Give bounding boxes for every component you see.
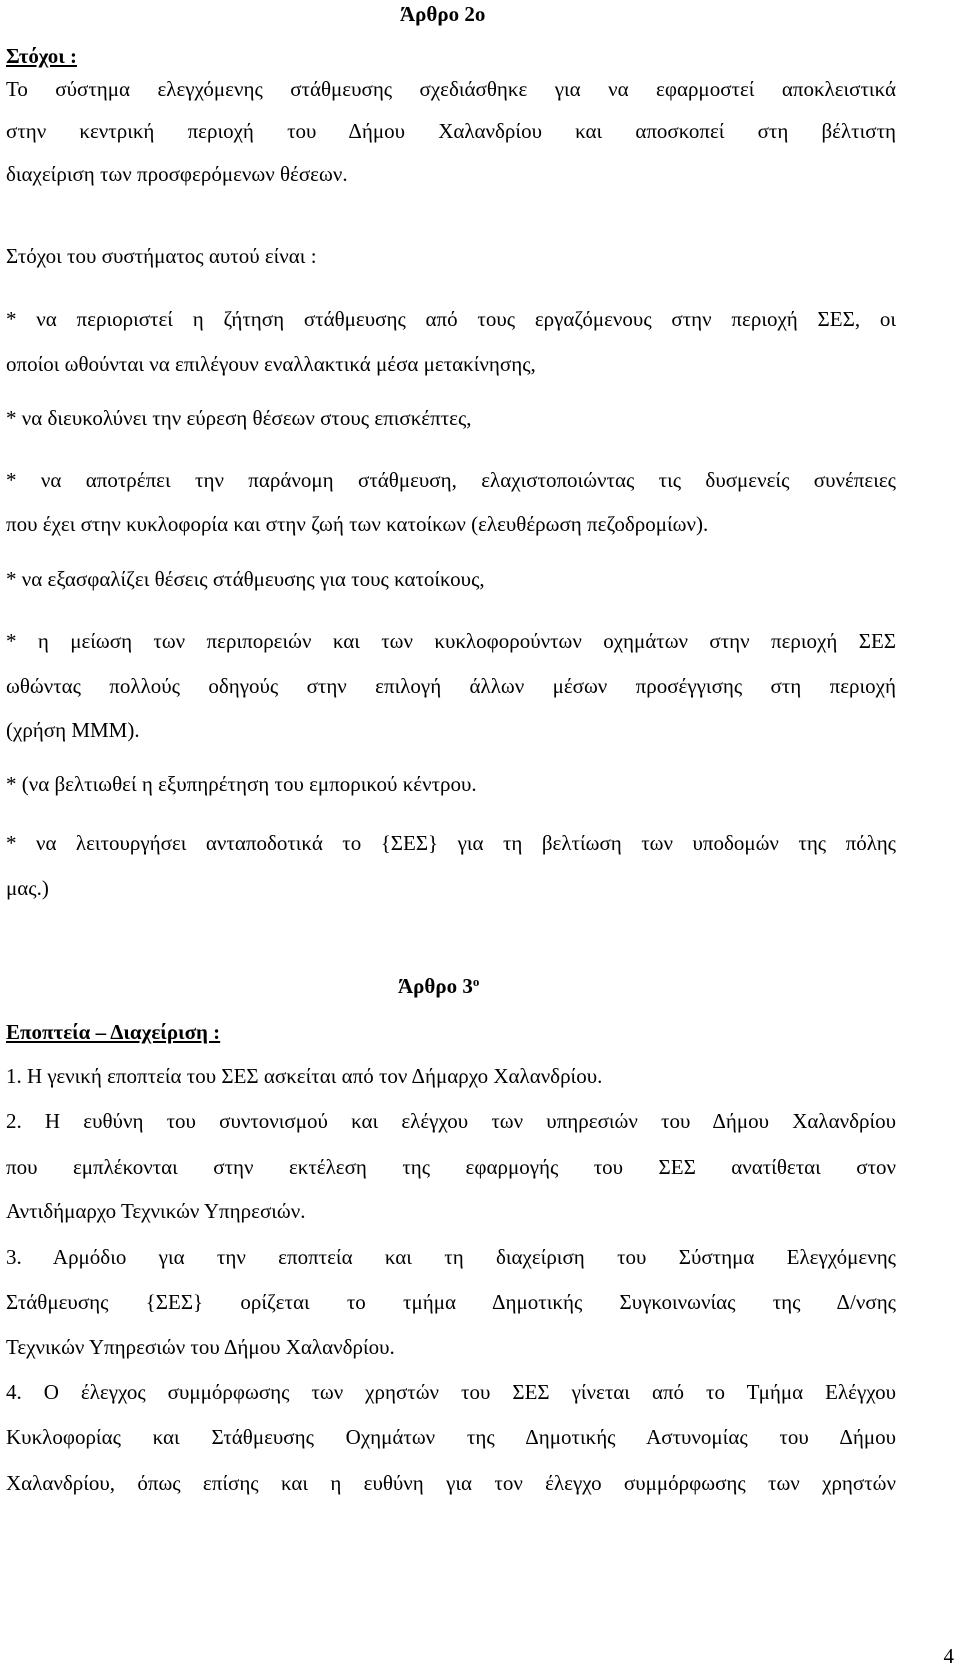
numbered-line: Κυκλοφορίας και Στάθμευσης Οχημάτων της Δημοτικής Αστυνομίας του Δήμου (6, 1425, 896, 1449)
paragraph-line: στην κεντρική περιοχή του Δήμου Χαλανδρίου και αποσκοπεί στη βέλτιστη (6, 119, 896, 143)
bullet-line: * (να βελτιωθεί η εξυπηρέτηση του εμπορικού κέντρου. (6, 772, 477, 796)
article-3-heading (398, 972, 479, 1000)
bullet-line: * να αποτρέπει την παράνομη στάθμευση, ελαχιστοποιώντας τις δυσμενείς συνέπειες (6, 468, 896, 492)
paragraph-line: Στόχοι του συστήματος αυτού είναι : (6, 244, 317, 268)
bullet-line: * να εξασφαλίζει θέσεις στάθμευσης για τους κατοίκους, (6, 567, 485, 591)
bullet-line: * να λειτουργήσει ανταποδοτικά το {ΣΕΣ} για τη βελτίωση των υποδομών της πόλης (6, 831, 896, 855)
bullet-line: * η μείωση των περιπορειών και των κυκλοφορούντων οχημάτων στην περιοχή ΣΕΣ (6, 629, 896, 653)
numbered-line: 1. Η γενική εποπτεία του ΣΕΣ ασκείται από τον Δήμαρχο Χαλανδρίου. (6, 1064, 603, 1088)
paragraph-line: Το σύστημα ελεγχόμενης στάθμευσης σχεδιάσθηκε για να εφαρμοστεί αποκλειστικά (6, 77, 896, 101)
numbered-line: 3. Αρμόδιο για την εποπτεία και τη διαχείριση του Σύστημα Ελεγχόμενης (6, 1245, 896, 1269)
article-3-heading-sup: ο (472, 974, 480, 989)
objectives-section-title: Στόχοι : (6, 44, 77, 68)
bullet-line: * να διευκολύνει την εύρεση θέσεων στους επισκέπτες, (6, 406, 472, 430)
article-2-heading: Άρθρο 2ο (400, 2, 486, 26)
bullet-line: ωθώντας πολλούς οδηγούς στην επιλογή άλλων μέσων προσέγγισης στη περιοχή (6, 674, 896, 698)
bullet-line: οποίοι ωθούνται να επιλέγουν εναλλακτικά μέσα μετακίνησης, (6, 352, 536, 376)
page-number: 4 (943, 1644, 954, 1668)
article-3-heading-text: Άρθρο 3 (398, 974, 473, 998)
numbered-line: 2. Η ευθύνη του συντονισμού και ελέγχου των υπηρεσιών του Δήμου Χαλανδρίου (6, 1109, 896, 1133)
numbered-line: 4. Ο έλεγχος συμμόρφωσης των χρηστών του ΣΕΣ γίνεται από το Τμήμα Ελέγχου (6, 1380, 896, 1404)
bullet-line: μας.) (6, 876, 49, 900)
numbered-line: Αντιδήμαρχο Τεχνικών Υπηρεσιών. (6, 1199, 306, 1223)
bullet-line: * να περιοριστεί η ζήτηση στάθμευσης από τους εργαζόμενους στην περιοχή ΣΕΣ, οι (6, 307, 896, 331)
paragraph-line: διαχείριση των προσφερόμενων θέσεων. (6, 162, 348, 186)
numbered-line: Στάθμευσης {ΣΕΣ} ορίζεται το τμήμα Δημοτικής Συγκοινωνίας της Δ/νσης (6, 1290, 896, 1314)
bullet-line: που έχει στην κυκλοφορία και στην ζωή των κατοίκων (ελευθέρωση πεζοδρομίων). (6, 512, 709, 536)
numbered-line: Χαλανδρίου, όπως επίσης και η ευθύνη για τον έλεγχο συμμόρφωσης των χρηστών (6, 1471, 896, 1495)
numbered-line: Τεχνικών Υπηρεσιών του Δήμου Χαλανδρίου. (6, 1335, 395, 1359)
numbered-line: που εμπλέκονται στην εκτέλεση της εφαρμογής του ΣΕΣ ανατίθεται στον (6, 1155, 896, 1179)
bullet-line: (χρήση ΜΜΜ). (6, 718, 140, 742)
supervision-section-title: Εποπτεία – Διαχείριση : (6, 1020, 221, 1044)
